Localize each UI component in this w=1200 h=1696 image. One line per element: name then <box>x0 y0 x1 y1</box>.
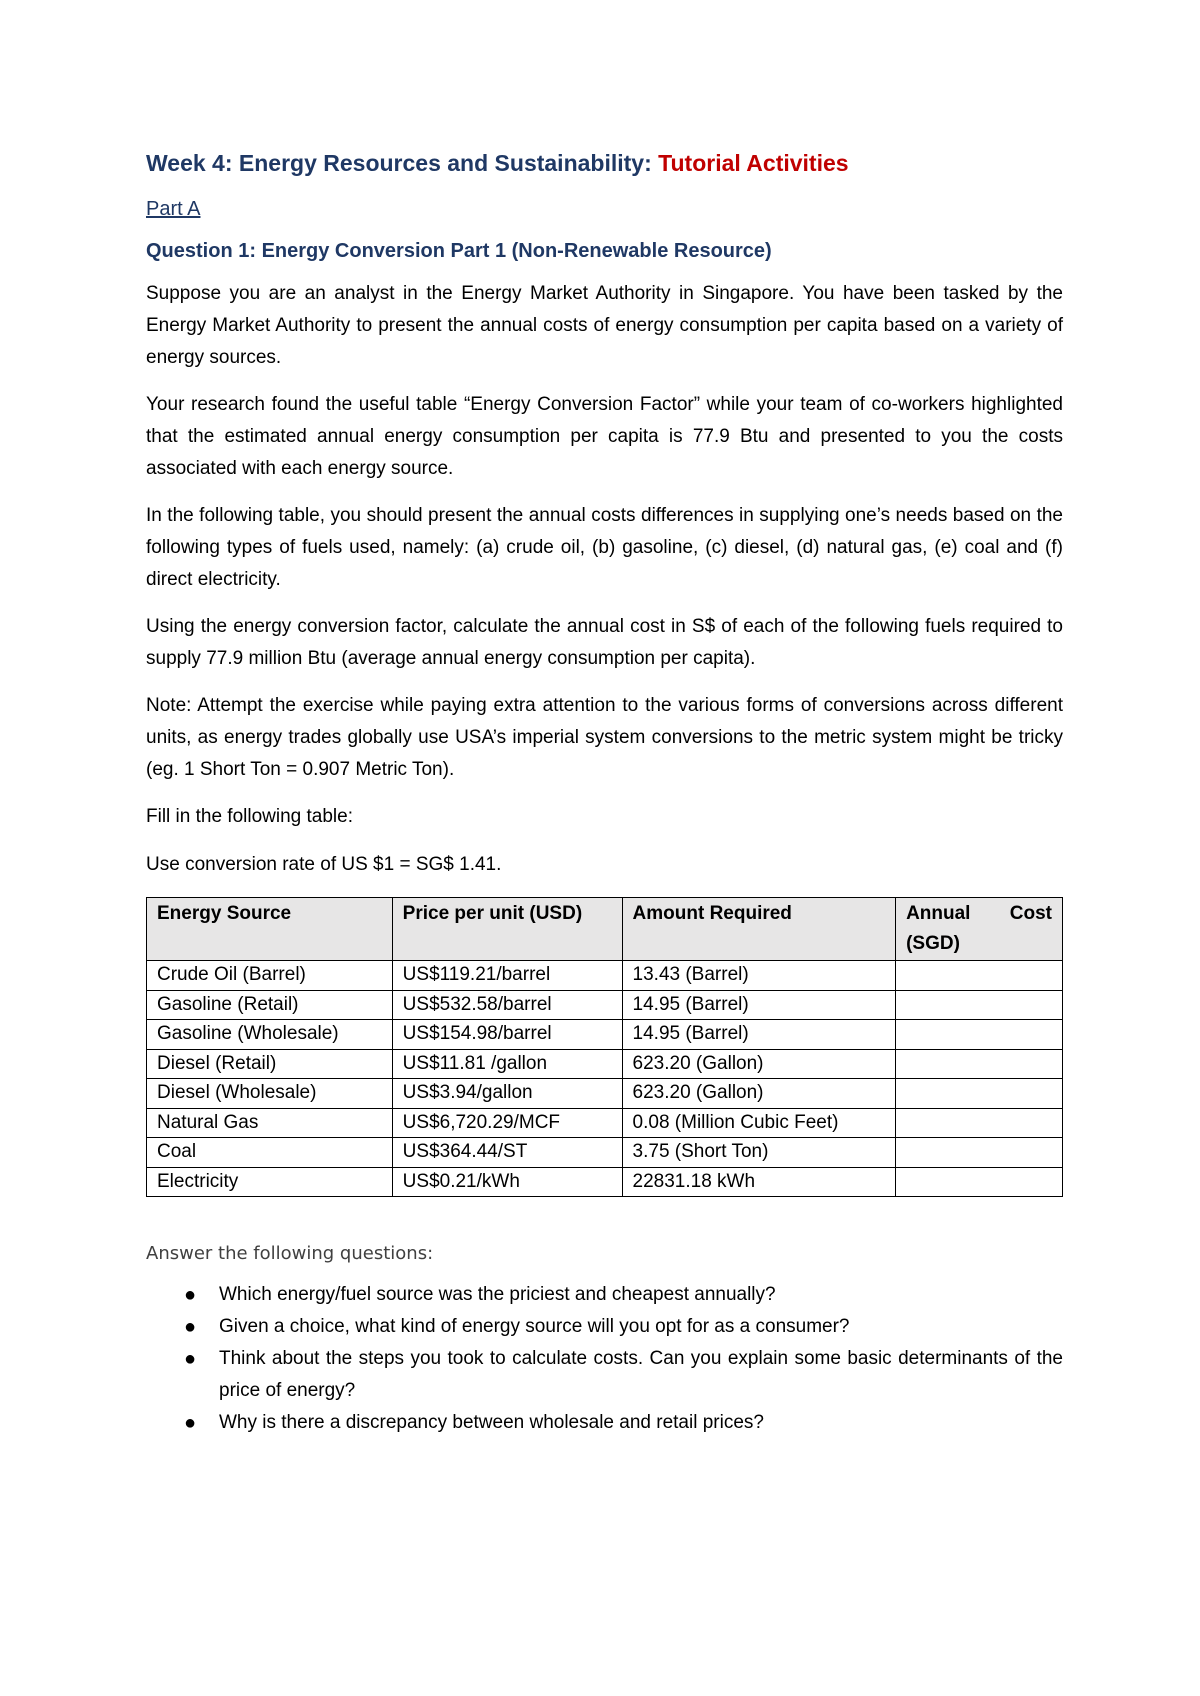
cell-energy-source: Diesel (Retail) <box>147 1049 393 1079</box>
paragraph-conversion-rate: Use conversion rate of US $1 = SG$ 1.41. <box>146 854 502 875</box>
table-row <box>147 990 1063 1020</box>
cell-energy-source: Gasoline (Retail) <box>147 990 393 1020</box>
cell-energy-source: Natural Gas <box>147 1108 393 1138</box>
document-title <box>146 148 1063 178</box>
cell-energy-source: Coal <box>147 1138 393 1168</box>
list-item <box>146 1311 1063 1343</box>
question-heading: Question 1: Energy Conversion Part 1 (Non-Renewable Resource) <box>146 240 772 262</box>
question-text: Think about the steps you took to calculate costs. Can you explain some basic determinants of the price of energy? <box>219 1348 1063 1401</box>
cell-energy-source: Diesel (Wholesale) <box>147 1079 393 1109</box>
part-heading: Part A <box>146 198 201 220</box>
cell-annual-cost[interactable] <box>896 1167 1063 1197</box>
paragraph-context: Suppose you are an analyst in the Energy Market Authority in Singapore. You have been tasked by the Energy Market Authority to present the annual costs of energy consumption per capita based on a variety of energy sources. <box>146 283 1063 368</box>
table-row <box>147 1138 1063 1168</box>
cell-annual-cost[interactable] <box>896 1079 1063 1109</box>
cell-amount: 623.20 (Gallon) <box>622 1079 896 1109</box>
bullet-icon: ● <box>184 1348 197 1370</box>
bullet-icon: ● <box>184 1284 197 1306</box>
cell-annual-cost[interactable] <box>896 1108 1063 1138</box>
paragraph-fill-table: Fill in the following table: <box>146 806 353 827</box>
cell-annual-cost[interactable] <box>896 990 1063 1020</box>
paragraph-note: Note: Attempt the exercise while paying extra attention to the various forms of conversions across different units, as energy trades globally use USA’s imperial system conversions to the metric system might be tricky (eg. 1 Short Ton = 0.907 Metric Ton). <box>146 695 1063 780</box>
cell-energy-source: Crude Oil (Barrel) <box>147 961 393 991</box>
cell-energy-source: Electricity <box>147 1167 393 1197</box>
table-row <box>147 1079 1063 1109</box>
cell-price: US$11.81 /gallon <box>392 1049 622 1079</box>
header-amount-required: Amount Required <box>622 898 896 961</box>
cell-price: US$3.94/gallon <box>392 1079 622 1109</box>
cell-price: US$364.44/ST <box>392 1138 622 1168</box>
table-row <box>147 1108 1063 1138</box>
cell-annual-cost[interactable] <box>896 961 1063 991</box>
cell-price: US$532.58/barrel <box>392 990 622 1020</box>
cell-amount: 623.20 (Gallon) <box>622 1049 896 1079</box>
answer-heading: Answer the following questions: <box>146 1243 434 1264</box>
cell-price: US$119.21/barrel <box>392 961 622 991</box>
title-accent: Tutorial Activities <box>658 150 849 176</box>
header-annual-cost-word2: Cost <box>1009 903 1052 924</box>
cell-amount: 14.95 (Barrel) <box>622 990 896 1020</box>
question-text: Given a choice, what kind of energy source will you opt for as a consumer? <box>219 1316 850 1337</box>
header-price-per-unit: Price per unit (USD) <box>392 898 622 961</box>
cell-annual-cost[interactable] <box>896 1049 1063 1079</box>
table-header-row <box>147 898 1063 961</box>
paragraph-task: In the following table, you should present the annual costs differences in supplying one’s needs based on the following types of fuels used, namely: (a) crude oil, (b) gasoline, (c) diesel, (d) natural gas, (e) coal and (f) direct electricity. <box>146 505 1063 590</box>
question-text: Why is there a discrepancy between wholesale and retail prices? <box>219 1412 764 1433</box>
cell-annual-cost[interactable] <box>896 1020 1063 1050</box>
list-item <box>146 1279 1063 1311</box>
header-annual-cost-unit: (SGD) <box>906 933 960 954</box>
cell-amount: 13.43 (Barrel) <box>622 961 896 991</box>
header-energy-source: Energy Source <box>147 898 393 961</box>
cell-amount: 3.75 (Short Ton) <box>622 1138 896 1168</box>
bullet-icon: ● <box>184 1412 197 1434</box>
cell-amount: 22831.18 kWh <box>622 1167 896 1197</box>
list-item <box>146 1343 1063 1407</box>
header-annual-cost-word1: Annual <box>906 903 971 924</box>
cell-amount: 14.95 (Barrel) <box>622 1020 896 1050</box>
cell-amount: 0.08 (Million Cubic Feet) <box>622 1108 896 1138</box>
cell-price: US$154.98/barrel <box>392 1020 622 1050</box>
question-list <box>146 1279 1063 1439</box>
bullet-icon: ● <box>184 1316 197 1338</box>
table-row <box>147 961 1063 991</box>
header-annual-cost <box>896 898 1063 961</box>
table-row <box>147 1049 1063 1079</box>
cell-energy-source: Gasoline (Wholesale) <box>147 1020 393 1050</box>
title-main: Week 4: Energy Resources and Sustainability: <box>146 150 659 176</box>
cell-annual-cost[interactable] <box>896 1138 1063 1168</box>
cell-price: US$6,720.29/MCF <box>392 1108 622 1138</box>
cell-price: US$0.21/kWh <box>392 1167 622 1197</box>
list-item <box>146 1407 1063 1439</box>
paragraph-research: Your research found the useful table “Energy Conversion Factor” while your team of co-workers highlighted that the estimated annual energy consumption per capita is 77.9 Btu and presented to you the costs associated with each energy source. <box>146 394 1063 479</box>
energy-cost-table <box>146 897 1063 1197</box>
table-row <box>147 1167 1063 1197</box>
paragraph-calculation: Using the energy conversion factor, calculate the annual cost in S$ of each of the following fuels required to supply 77.9 million Btu (average annual energy consumption per capita). <box>146 616 1063 669</box>
table-row <box>147 1020 1063 1050</box>
question-text: Which energy/fuel source was the priciest and cheapest annually? <box>219 1284 776 1305</box>
